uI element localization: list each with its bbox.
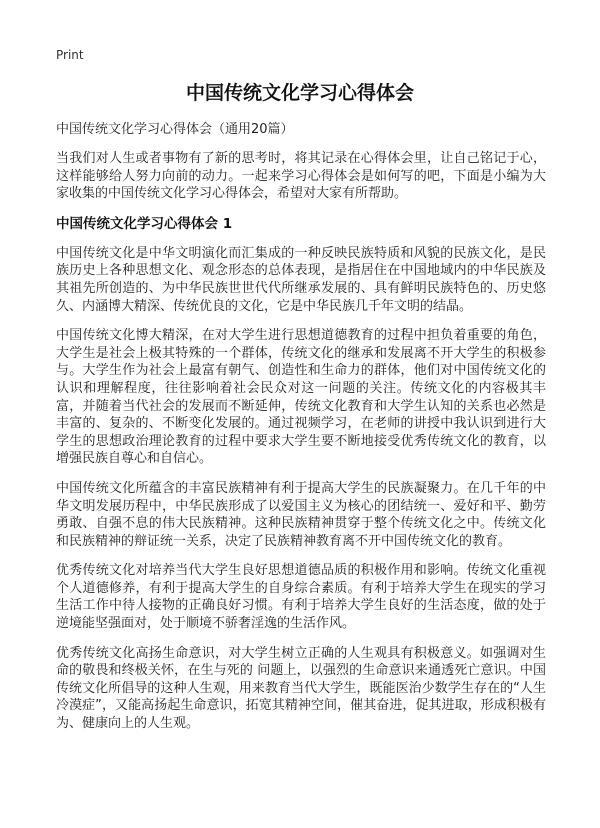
article-body — [56, 121, 546, 745]
body-paragraph-4: 优秀传统文化对培养当代大学生良好思想道德品质的积极作用和影响。传统文化重视个人道德修养，有利于提高大学生的自身综合素质。有利于培养大学生在现实的学习生活工作中待人接物的正确良好习惯。有利于培养大学生良好的生活态度，做的处于逆境能坚强面对，处于顺境不骄奢淫逸的生活作风。 — [56, 563, 546, 632]
article-subtitle: 中国传统文化学习心得体会（通用20篇） — [56, 122, 294, 137]
intro-paragraph: 当我们对人生或者事物有了新的思考时，将其记录在心得体会里，让自己铭记于心，这样能够给人努力向前的动力。一起来学习心得体会是如何写的吧，下面是小编为大家收集的中国传统文化学习心得体会，希望对大家有所帮助。 — [56, 151, 546, 202]
page-title: 中国传统文化学习心得体会 — [185, 82, 414, 104]
print-label: Print — [56, 48, 84, 62]
body-paragraph-1: 中国传统文化是中华文明演化而汇集成的一种反映民族特质和风貌的民族文化，是民族历史上各种思想文化、观念形态的总体表现，是指居住在中国地域内的中华民族及其祖先所创造的、为中华民族世世代代所继承发展的、具有鲜明民族特色的、历史悠久、内涵博大精深、传统优良的文化，它是中华民族几千年文明的结晶。 — [56, 245, 546, 314]
body-paragraph-2: 中国传统文化博大精深，在对大学生进行思想道德教育的过程中担负着重要的角色，大学生是社会上极其特殊的一个群体，传统文化的继承和发展离不开大学生的积极参与。大学生作为社会上最富有朝气、创造性和生命力的群体，他们对中国传统文化的认识和理解程度，往往影响着社会民众对这一问题的关注。传统文化的内容极其丰富，并随着当代社会的发展而不断延伸，传统文化教育和大学生认知的关系也必然是丰富的、复杂的、不断变化发展的。通过视频学习，在老师的讲授中我认识到进行大学生的思想政治理论教育的过程中要求大学生要不断地接受优秀传统文化的教育，以增强民族自尊心和自信心。 — [56, 328, 546, 467]
body-paragraph-5: 优秀传统文化高扬生命意识，对大学生树立正确的人生观具有积极意义。如强调对生命的敬畏和终极关怀，在生与死的 问题上，以强烈的生命意识来通透死亡意识。中国传统文化所倡导的这种人生观，用来教育当代大学生，既能医治少数学生存在的“人生冷漠症”，又能高扬起生命意识，拓宽其精神空间，催其奋进，促其进取，形成积极有为、健康向上的人生观。 — [56, 645, 546, 732]
section-heading: 中国传统文化学习心得体会 1 — [56, 215, 233, 232]
body-paragraph-3: 中国传统文化所蕴含的丰富民族精神有利于提高大学生的民族凝聚力。在几千年的中华文明发展历程中，中华民族形成了以爱国主义为核心的团结统一、爱好和平、勤劳勇敢、自强不息的伟大民族精神。这种民族精神贯穿于整个传统文化之中。传统文化和民族精神的辩证统一关系，决定了民族精神教育离不开中国传统文化的教育。 — [56, 480, 546, 549]
